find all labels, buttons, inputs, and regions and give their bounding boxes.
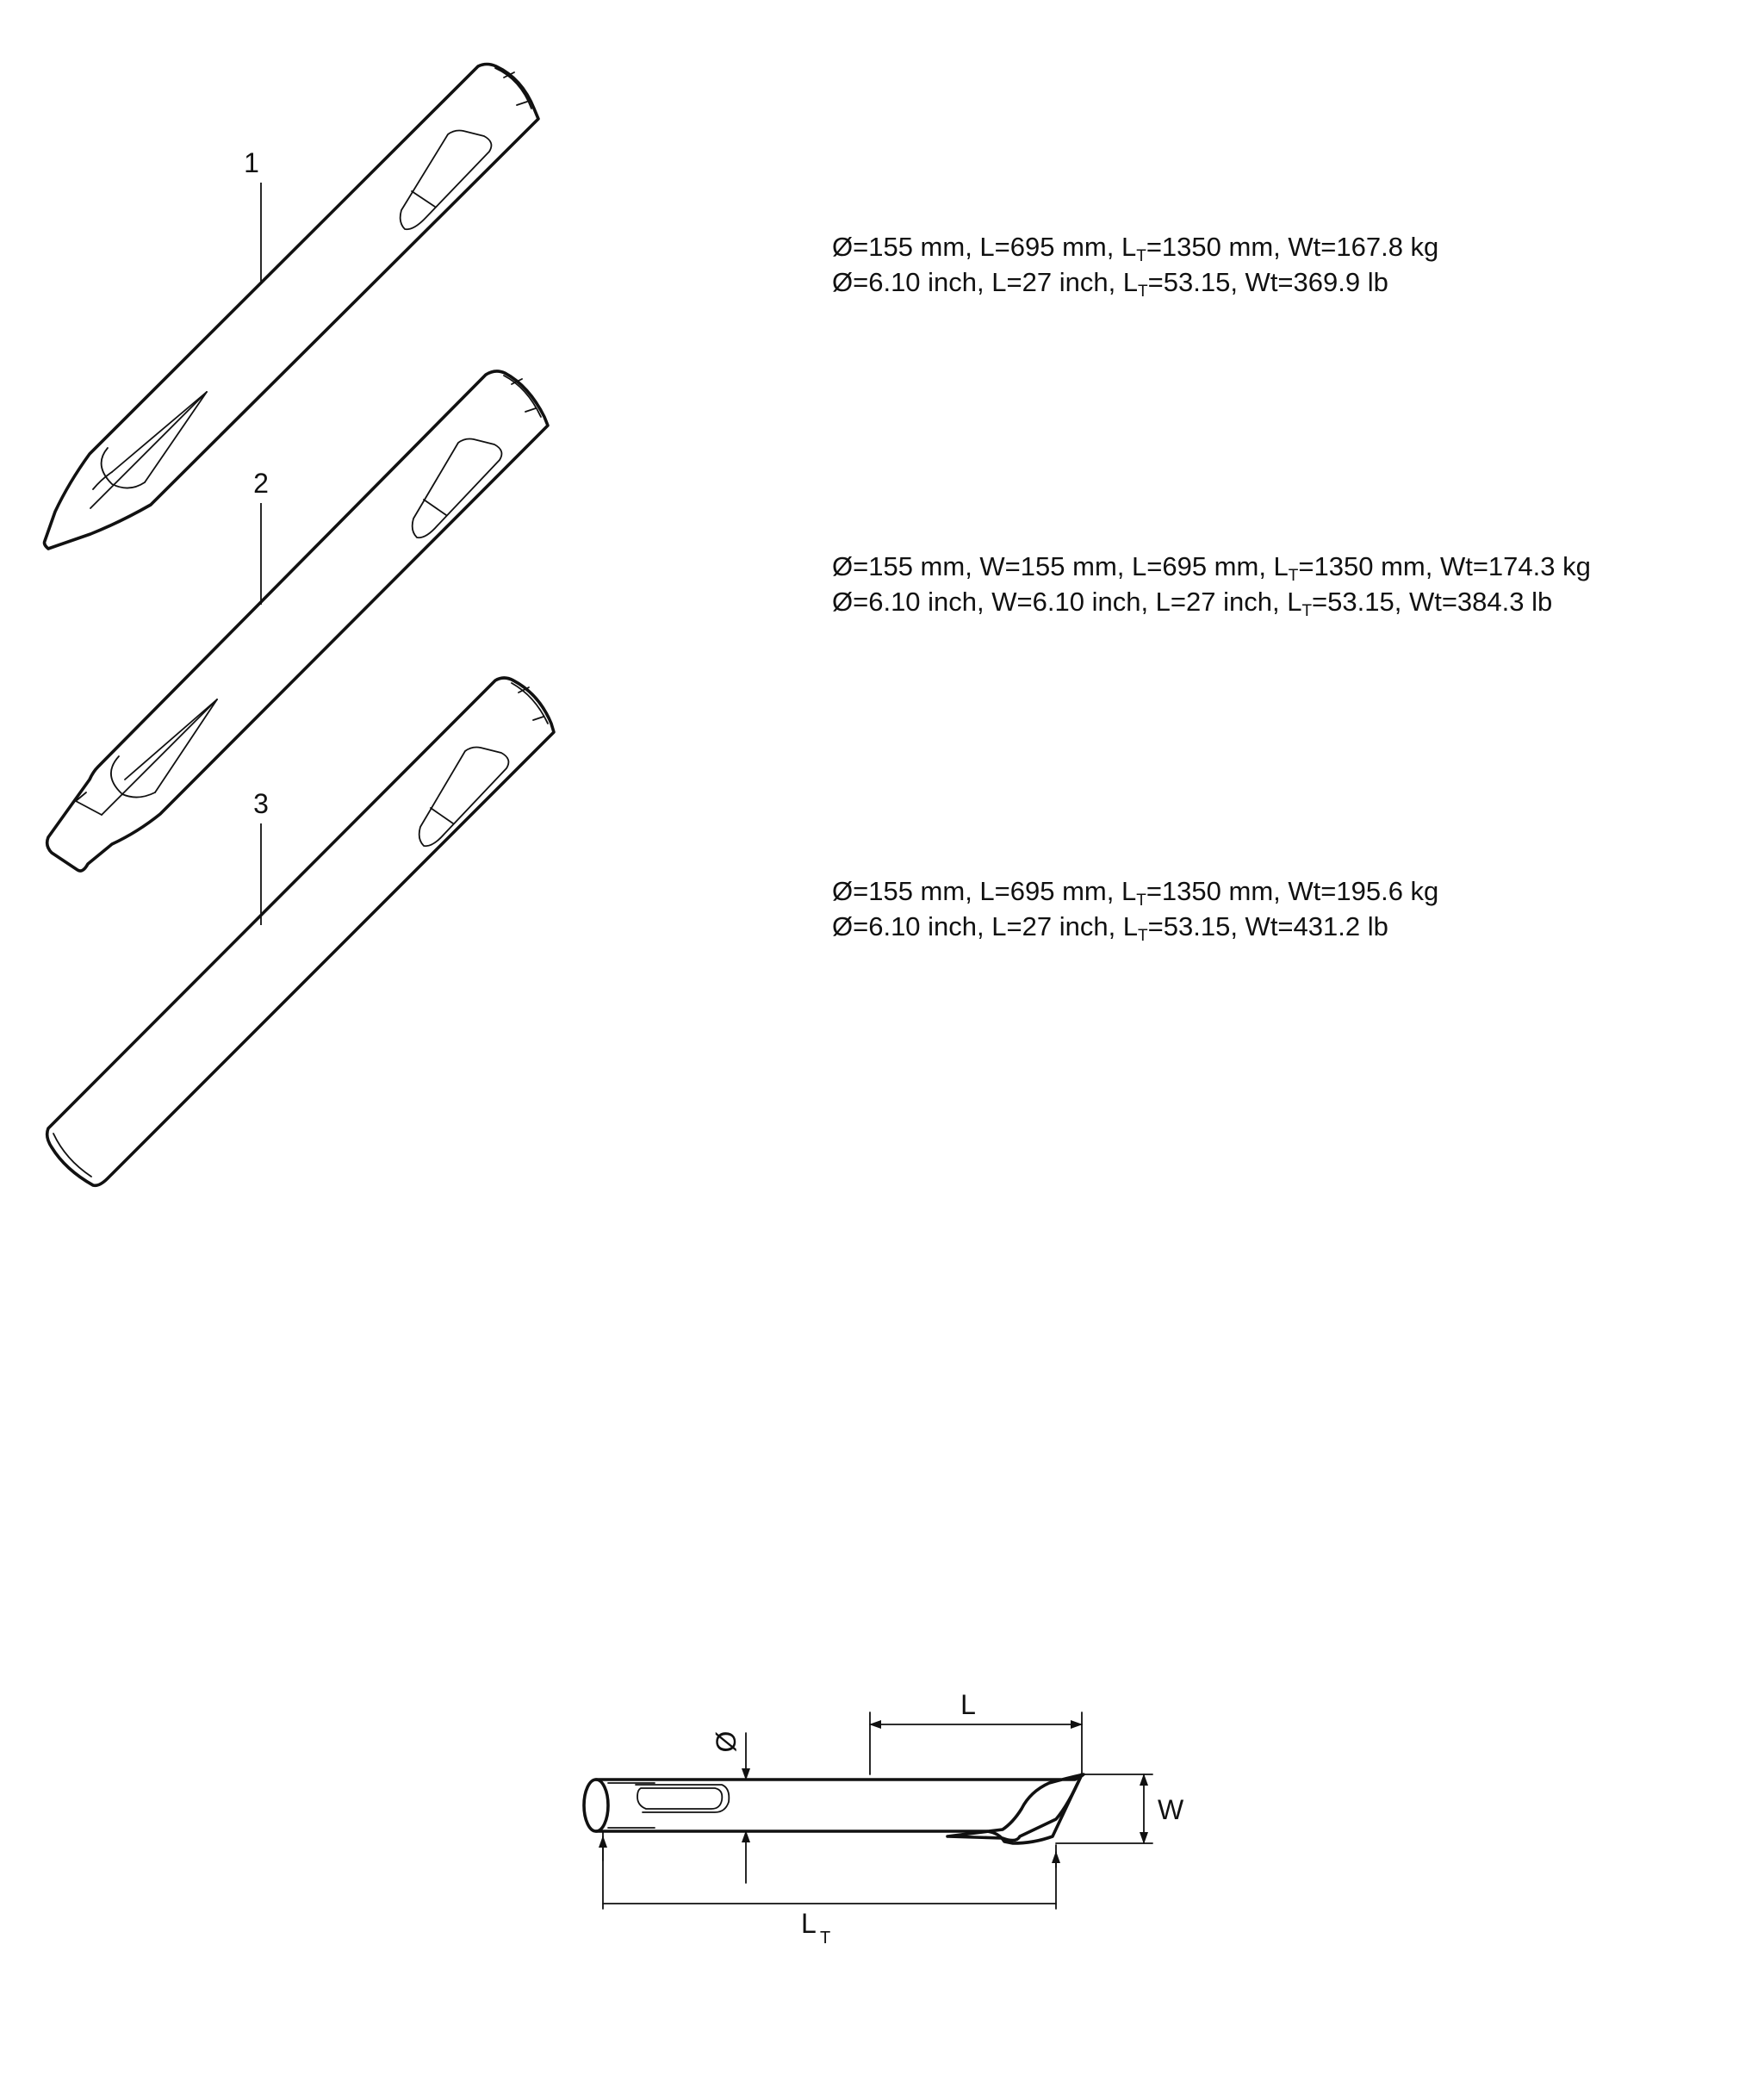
dimension-working-length xyxy=(870,1689,1082,1774)
dimension-drawing xyxy=(584,1689,1184,1948)
total-length-subscript: T xyxy=(820,1929,831,1948)
working-length-label: L xyxy=(960,1689,976,1720)
dimension-tool-outline xyxy=(584,1774,1084,1843)
spec-imperial-tool-3: Ø=6.10 inch, L=27 inch, $L_T=53.15$, Wt=431.2 lb xyxy=(832,911,1388,945)
diameter-symbol: Ø xyxy=(711,1730,742,1753)
callout-1 xyxy=(244,147,261,284)
tool-1-moil-point xyxy=(45,65,539,550)
callout-3 xyxy=(253,788,269,925)
spec-block-tool-1 xyxy=(832,229,1438,300)
spec-block-tool-3 xyxy=(832,873,1438,944)
spec-block-tool-2 xyxy=(832,549,1591,619)
tool-3-blunt xyxy=(47,678,554,1185)
dimension-diameter xyxy=(711,1731,746,1883)
dimension-total-length xyxy=(603,1831,1056,1948)
callout-number-1: 1 xyxy=(244,147,259,178)
spec-metric-tool-1: Ø=155 mm, L=695 mm, $L_T=1350$ mm, Wt=167.8 kg xyxy=(832,232,1439,265)
spec-imperial-tool-2: Ø=6.10 inch, W=6.10 inch, L=27 inch, $L_T=53.15$, Wt=384.3 lb xyxy=(832,587,1553,620)
spec-metric-tool-2: Ø=155 mm, W=155 mm, L=695 mm, $L_T=1350$ mm, Wt=174.3 kg xyxy=(832,551,1591,585)
callout-number-2: 2 xyxy=(253,468,269,499)
callout-number-3: 3 xyxy=(253,788,269,819)
callout-2 xyxy=(253,468,269,605)
total-length-label: L xyxy=(801,1908,817,1939)
spec-metric-tool-3: Ø=155 mm, L=695 mm, $L_T=1350$ mm, Wt=195.6 kg xyxy=(832,876,1439,910)
width-label: W xyxy=(1158,1794,1184,1825)
tool-2-chisel xyxy=(47,371,548,871)
spec-imperial-tool-1: Ø=6.10 inch, L=27 inch, $L_T=53.15$, Wt=369.9 lb xyxy=(832,267,1388,301)
